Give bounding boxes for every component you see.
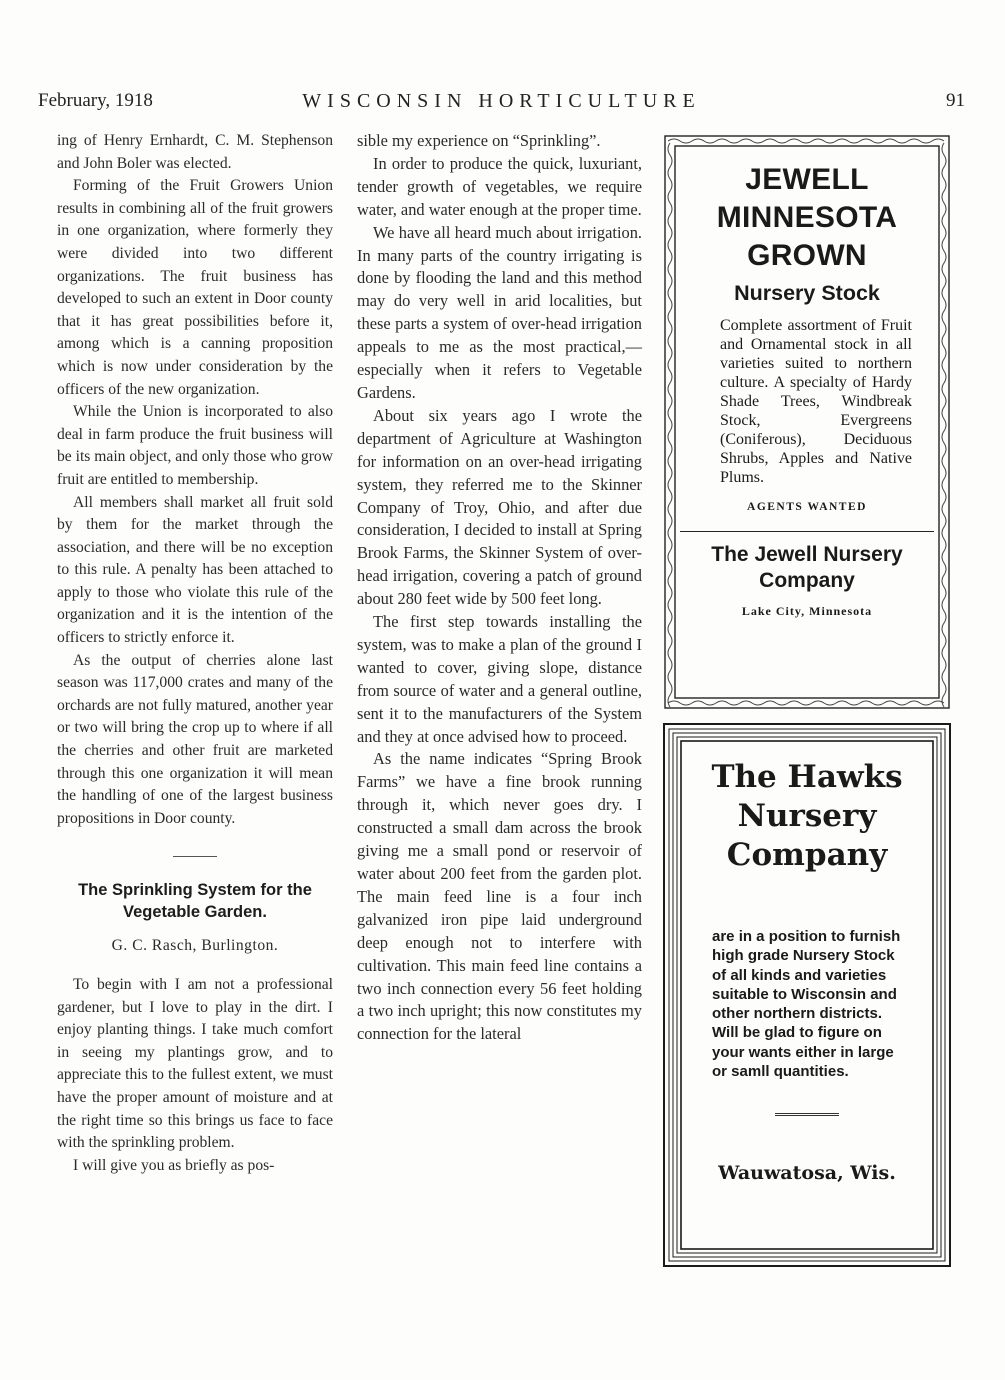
firm-name	[680, 542, 934, 594]
paragraph: Forming of the Fruit Growers Union results in combining all of the fruit growers in one organization, where formerly they were divided into two different organizations. The fruit business has developed to such an extent in Door county that it has great possibilities before it, among which is a canning proposition which is now under consideration by the officers of the new organization.	[57, 177, 333, 398]
paragraph: About six years ago I wrote the department of Agriculture at Washington for information on an over-head irrigating system, they referred me to the Skinner Company of Troy, Ohio, and after due consideration, I decided to install at Spring Brook Farms, the Skinner System of over-head irrigation, covering a patch of ground about 280 feet wide by 500 feet long.	[357, 405, 642, 609]
paragraph: sible my experience on “Sprinkling”.	[357, 131, 601, 150]
hawks-nursery-ad	[662, 722, 952, 1268]
firm-location: Lake City, Minnesota	[741, 604, 873, 618]
paragraph: As the name indicates “Spring Brook Farms” we have a fine brook running through it, which never goes dry. I constructed a small dam across the brook giving me a small pond or reservoir of water about 200 feet from the garden plot. The main feed line is a four inch galvanized iron pipe laid underground deep enough not to interfere with cultivation. This main feed line contains a two inch connection every 56 feet holding a two inch upright; this now constitutes my connection for the lateral	[357, 749, 642, 1044]
headline-line: JEWELL	[745, 163, 869, 196]
firm-name-line: Company	[759, 569, 855, 592]
column-left	[57, 130, 333, 1177]
paragraph: The first step towards installing the system, was to make a plan of the ground I wanted to cover, giving slope, distance from source of water and a general outline, sent it to the manufacturers of the System and they at once advised how to proceed.	[357, 612, 642, 746]
section-divider	[173, 856, 217, 857]
paragraph: I will give you as briefly as pos-	[73, 1156, 275, 1174]
ad-body: Complete assortment of Fruit and Ornamental stock in all varieties suited to northern culture. A specialty of Hardy Shade Trees, Windbreak Stock, Evergreens (Coniferous), Deciduous Shrubs, Apples and Native Plums.	[720, 317, 912, 486]
column-middle	[357, 130, 642, 1046]
paragraph: In order to produce the quick, luxuriant, tender growth of vegetables, we require water, and water enough at the proper time.	[357, 153, 642, 219]
journal-title: WISCONSIN HORTICULTURE	[302, 90, 701, 112]
headline-line: Company	[726, 837, 888, 873]
headline-line: The Hawks	[711, 759, 903, 795]
jewell-nursery-ad	[662, 133, 952, 711]
agents-wanted: AGENTS WANTED	[747, 501, 867, 513]
article-title	[57, 879, 333, 923]
issue-date: February, 1918	[38, 90, 153, 111]
paragraph: While the Union is incorporated to also deal in farm produce the fruit business will be its main object, and only those who grow fruit are entitled to membership.	[57, 403, 333, 488]
paragraph: We have all heard much about irrigation. In many parts of the country irrigating is done by flooding the land and this method may do very well in arid localities, but these parts a system of over-head irrigation appeals to me as the most practical,—especially when it refers to Vegetable Gardens.	[357, 222, 642, 402]
ad-content	[680, 151, 934, 693]
paragraph: To begin with I am not a professional gardener, but I love to play in the dirt. I enjoy planting things. I take much comfort in seeing my plantings grow, and to appreciate this to the fullest extent, we must have the proper amount of moisture and at the right time so this brings us face to face with the sprinkling problem.	[57, 976, 333, 1152]
ad-headline	[688, 758, 926, 875]
article-byline: G. C. Rasch, Burlington.	[111, 937, 279, 955]
running-head	[38, 90, 965, 112]
article-title-line: The Sprinkling System for the	[78, 881, 312, 900]
article-title-line: Vegetable Garden.	[123, 903, 267, 922]
page-number: 91	[946, 90, 965, 111]
ad-headline	[680, 161, 934, 275]
paragraph: ing of Henry Ernhardt, C. M. Stephenson and John Boler was elected.	[57, 132, 333, 172]
ad-divider	[680, 531, 934, 532]
ad-content	[688, 746, 926, 1244]
paragraph: All members shall market all fruit sold by them for the market through the association, and there will be no exception to this rule. A penalty has been attached to apply to those who violate this rule of the organization and it is the intention of the officers to strictly enforce it.	[57, 493, 333, 647]
firm-location: Wauwatosa, Wis.	[718, 1162, 896, 1185]
firm-name-line: The Jewell Nursery	[711, 543, 903, 566]
ad-body	[712, 927, 910, 1081]
headline-line: GROWN	[747, 239, 867, 272]
ad-divider	[775, 1113, 839, 1116]
headline-line: MINNESOTA	[716, 201, 898, 234]
paragraph: As the output of cherries alone last season was 117,000 crates and many of the orchards are not fully matured, another year or two will bring the crop up to where if all the cherries and other fruit are marketed through this one organization it will mean the handling of one of the largest business propositions in Door county.	[57, 651, 333, 827]
ad-subtitle: Nursery Stock	[734, 281, 880, 305]
headline-line: Nursery	[737, 798, 877, 834]
ad-body-text: Will be glad to figure on your wants either in large or samll quantities.	[712, 1024, 894, 1081]
ad-body-text: are in a position to furnish high grade Nursery Stock of all kinds and varieties suitable to Wisconsin and other northern districts.	[712, 928, 901, 1023]
